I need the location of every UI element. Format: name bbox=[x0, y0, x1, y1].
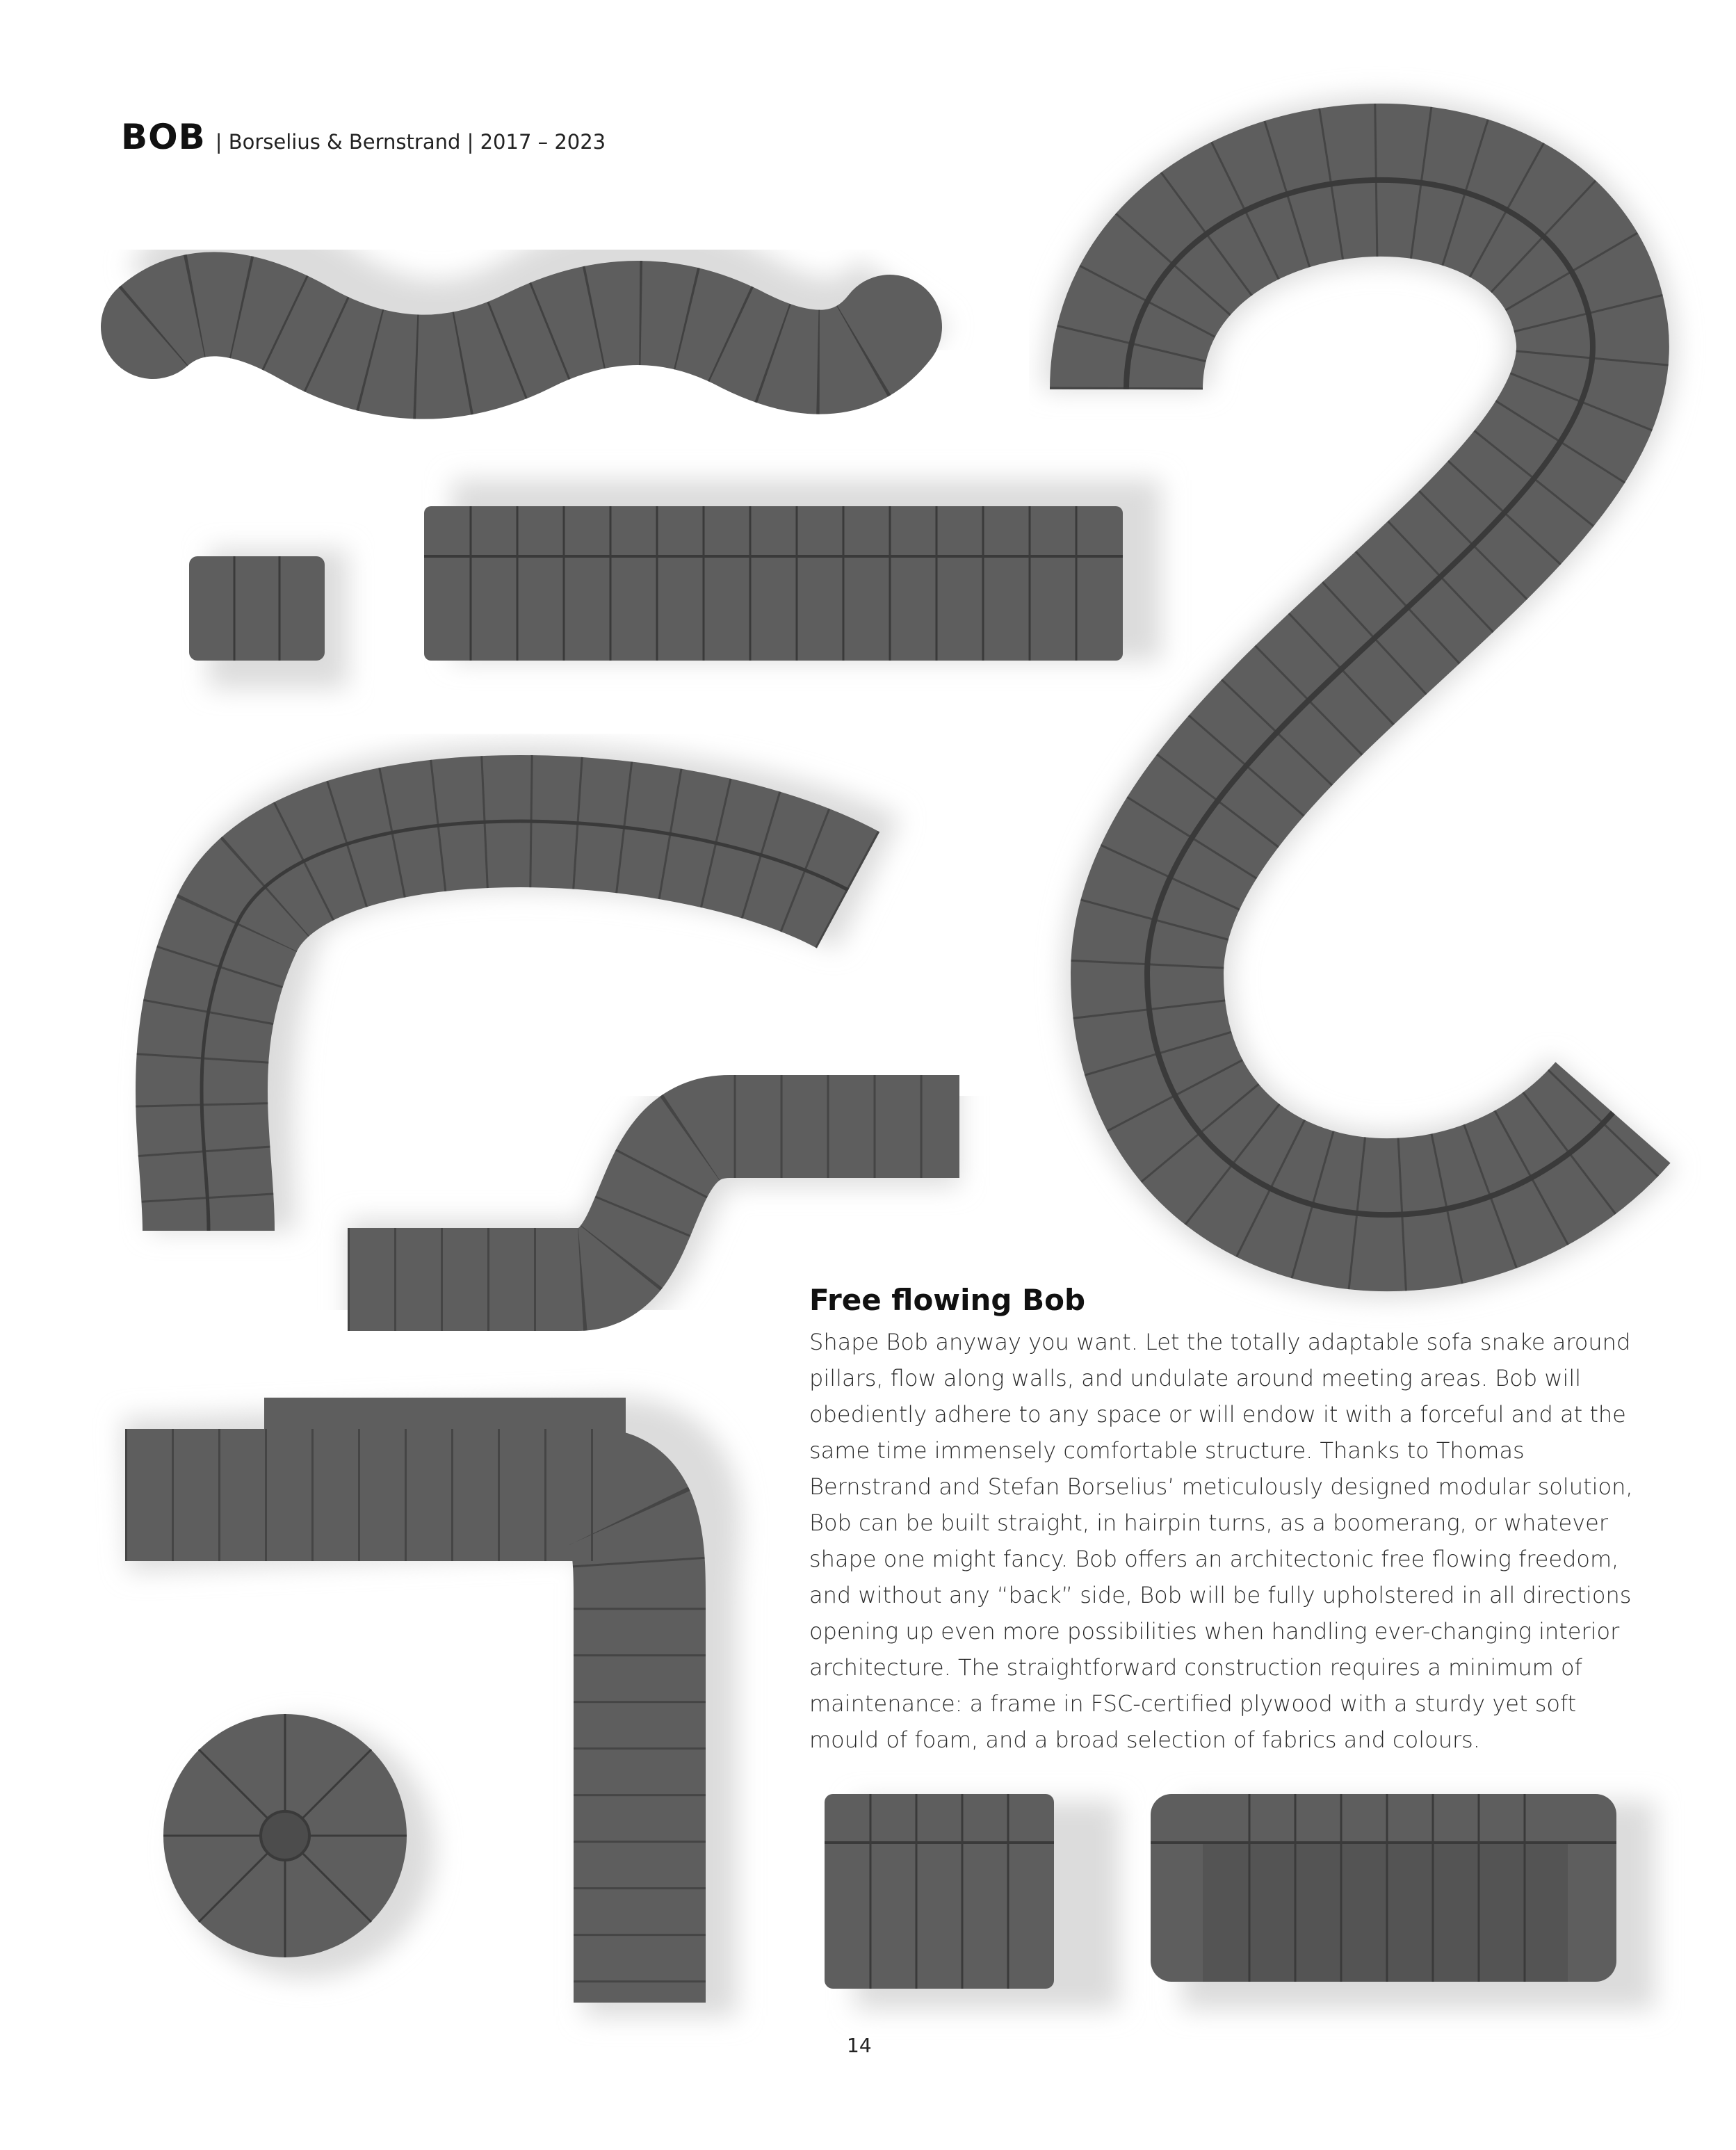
step-sofa bbox=[348, 1126, 959, 1279]
long-sofa bbox=[424, 480, 1161, 661]
round-sofa bbox=[163, 1714, 435, 1978]
article-heading: Free flowing Bob bbox=[809, 1283, 1086, 1317]
article-body: Shape Bob anyway you want. Let the totally adaptable sofa snake around pillars, flow along walls, and undulate around meeting areas. Bob will obediently adhere to any space or will endow it with a forceful and at the same time immensely comfortable structure. Thanks to Thomas Bernstrand and Stefan Borselius’ meticulously designed modular solution, Bob can be built straight, in hairpin turns, as a boomerang, or whatever shape one might fancy. Bob offers an architectonic free flowing freedom, and without any “back” side, Bob will be fully upholstered in all directions opening up even more possibilities when handling ever-changing interior architecture. The straightforward construction requires a minimum of maintenance: a frame in FSC-certified plywood with a sturdy yet soft mould of foam, and a broad selection of fabrics and colours. bbox=[809, 1329, 1633, 1753]
page-number: 14 bbox=[847, 2034, 872, 2057]
article-text bbox=[809, 1283, 1637, 1758]
serpentine-sofa bbox=[1126, 180, 1613, 1215]
designer-and-years: | Borselius & Bernstrand | 2017 – 2023 bbox=[215, 130, 606, 154]
wide-sofa bbox=[1151, 1794, 1655, 2010]
small-sofa bbox=[189, 549, 348, 688]
wave-sofa bbox=[153, 264, 904, 367]
modular-block-sofa bbox=[825, 1794, 1119, 2010]
brand-name: BOB bbox=[121, 117, 206, 157]
